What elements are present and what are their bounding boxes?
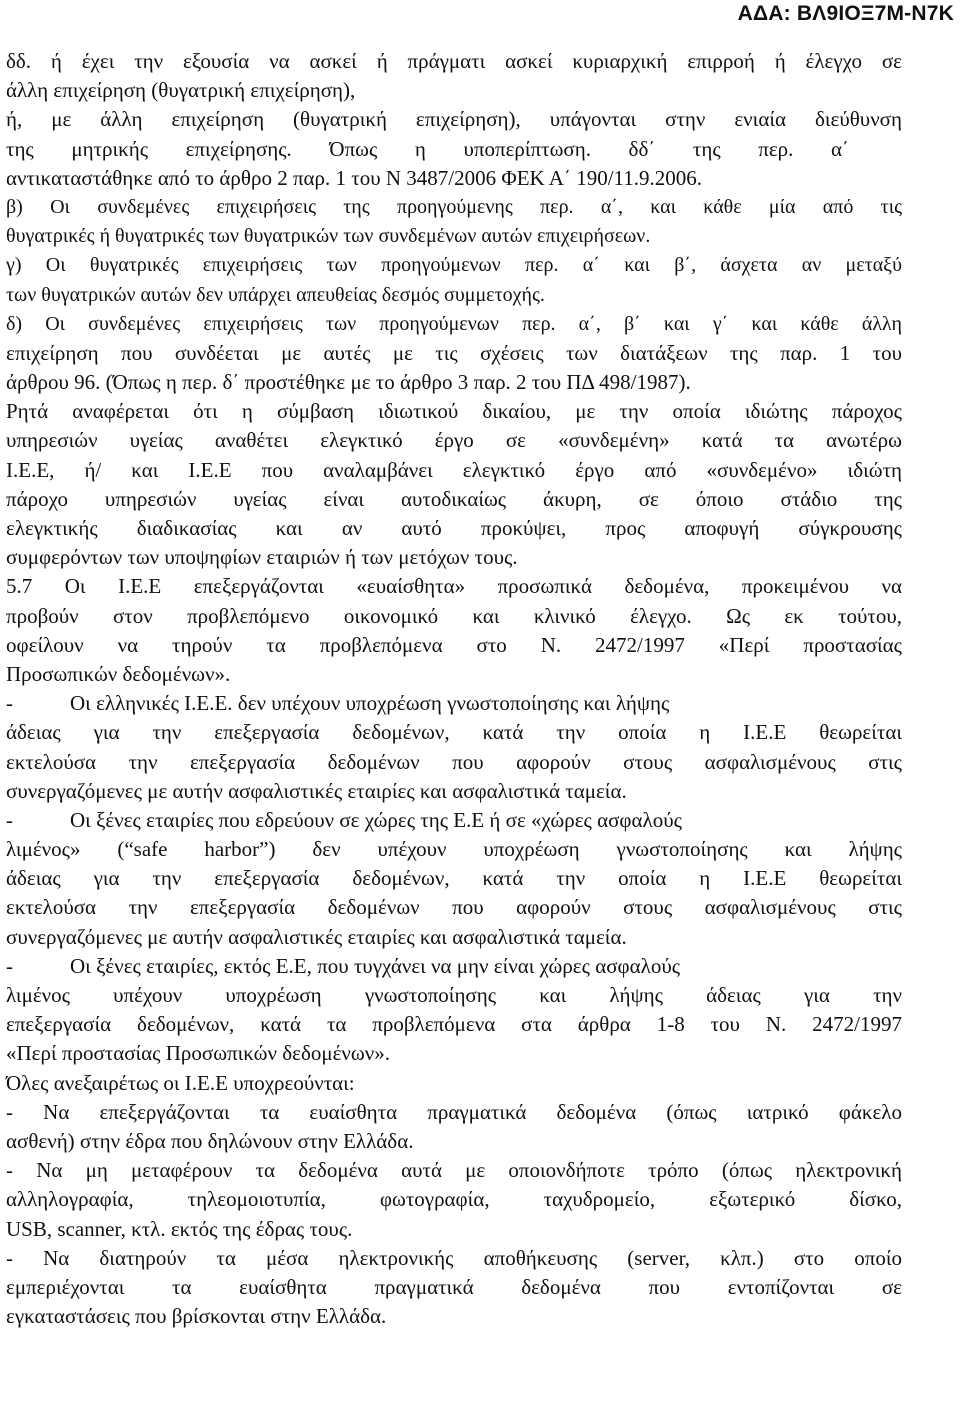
text-line: «Περί προστασίας Προσωπικών δεδομένων». (6, 1041, 390, 1066)
text-line: άδειας για την επεξεργασία δεδομένων, κατά την οποία η Ι.Ε.Ε θεωρείται (6, 720, 902, 745)
text-line: δδ. ή έχει την εξουσία να ασκεί ή πράγματι ασκεί κυριαρχική επιρροή ή έλεγχο σε (6, 49, 902, 73)
text-line: προβούν στον προβλεπόμενο οικονομικό και κλινικό έλεγχο. Ως εκ τούτου, (6, 603, 902, 628)
dash-marker: - (6, 807, 13, 832)
bullet-item (6, 689, 902, 718)
text-line: συνεργαζόμενες με αυτήν ασφαλιστικές εταιρίες και ασφαλιστικά ταμεία. (6, 924, 627, 949)
bullet-text: Οι ξένες εταιρίες, εκτός Ε.Ε, που τυγχάνει να μην είναι χώρες ασφαλούς (70, 953, 681, 978)
text-line: εκτελούσα την επεξεργασία δεδομένων που αφορούν στους ασφαλισμένους στις (6, 749, 902, 774)
text-line: επεξεργασία δεδομένων, κατά τα προβλεπόμενα στα άρθρα 1-8 του Ν. 2472/1997 (6, 1012, 902, 1037)
text-line: - Να μη μεταφέρουν τα δεδομένα αυτά με οποιονδήποτε τρόπο (όπως ηλεκτρονική (6, 1158, 902, 1183)
text-line: ή, με άλλη επιχείρηση (θυγατρική επιχείρηση), υπάγονται στην ενιαία διεύθυνση (6, 107, 902, 132)
bullet-text: Οι ξένες εταιρίες που εδρεύουν σε χώρες της Ε.Ε ή σε «χώρες ασφαλούς (70, 807, 682, 832)
text-line: εγκαταστάσεις που βρίσκονται στην Ελλάδα. (6, 1304, 387, 1329)
text-line: USB, scanner, κτλ. εκτός της έδρας τους. (6, 1216, 353, 1241)
text-line: β) Οι συνδεμένες επιχειρήσεις της προηγούμενης περ. α΄, και κάθε μία από τις (6, 195, 902, 218)
dash-marker: - (6, 691, 13, 716)
bullet-item (6, 952, 902, 981)
text-line: άλλη επιχείρηση (θυγατρική επιχείρηση), (6, 78, 356, 103)
text-line: υπηρεσιών υγείας αναθέτει ελεγκτικό έργο σε «συνδεμένη» κατά τα ανωτέρω (6, 428, 902, 453)
text-line: άρθρου 96. (Όπως η περ. δ΄ προστέθηκε με το άρθρο 3 παρ. 2 του ΠΔ 498/1987). (6, 370, 691, 395)
text-line: της μητρικής επιχείρησης. Όπως η υποπερίπτωση. δδ΄ της περ. α΄ (6, 136, 849, 161)
text-line: οφείλουν να τηρούν τα προβλεπόμενα στο Ν. 2472/1997 «Περί προστασίας (6, 632, 902, 657)
text-line: εμπεριέχονται τα ευαίσθητα πραγματικά δεδομένα που εντοπίζονται σε (6, 1274, 902, 1299)
text-line: των θυγατρικών αυτών δεν υπάρχει απευθείας δεσμός συμμετοχής. (6, 283, 545, 306)
text-line: 5.7 Οι Ι.Ε.Ε επεξεργάζονται «ευαίσθητα» προσωπικά δεδομένα, προκειμένου να (6, 574, 902, 599)
text-line: λιμένος υπέχουν υποχρέωση γνωστοποίησης και λήψης άδειας για την (6, 983, 902, 1007)
text-line: επιχείρηση που συνδέεται με αυτές με τις σχέσεις των διατάξεων της παρ. 1 του (6, 340, 902, 365)
text-line: πάροχο υπηρεσιών υγείας είναι αυτοδικαίως άκυρη, σε όποιο στάδιο της (6, 486, 902, 511)
text-line: ελεγκτικής διαδικασίας και αν αυτό προκύψει, προς αποφυγή σύγκρουσης (6, 516, 902, 540)
bullet-item (6, 806, 902, 835)
ada-code: ΑΔΑ: ΒΛ9ΙΟΞ7Μ-Ν7Κ (737, 2, 954, 25)
text-line: Ρητά αναφέρεται ότι η σύμβαση ιδιωτικού δικαίου, με την οποία ιδιώτης πάροχος (6, 399, 902, 424)
text-line: συνεργαζόμενες με αυτήν ασφαλιστικές εταιρίες και ασφαλιστικά ταμεία. (6, 778, 627, 803)
text-line: λιμένος» (“safe harbor”) δεν υπέχουν υποχρέωση γνωστοποίησης και λήψης (6, 837, 902, 862)
text-line: - Να διατηρούν τα μέσα ηλεκτρονικής αποθήκευσης (server, κλπ.) στο οποίο (6, 1245, 902, 1270)
text-line: Προσωπικών δεδομένων». (6, 661, 231, 686)
text-line: συμφερόντων των υποψηφίων εταιριών ή των μετόχων τους. (6, 545, 518, 570)
text-line: άδειας για την επεξεργασία δεδομένων, κατά την οποία η Ι.Ε.Ε θεωρείται (6, 866, 902, 891)
text-line: γ) Οι θυγατρικές επιχειρήσεις των προηγούμενων περ. α΄ και β΄, άσχετα αν μεταξύ (6, 254, 902, 277)
text-line: αντικαταστάθηκε από το άρθρο 2 παρ. 1 του Ν 3487/2006 ΦΕΚ Α΄ 190/11.9.2006. (6, 165, 703, 190)
text-line: Ι.Ε.Ε, ή/ και Ι.Ε.Ε που αναλαμβάνει ελεγκτικό έργο από «συνδεμένο» ιδιώτη (6, 457, 902, 482)
document-body (6, 47, 902, 1331)
text-line: Όλες ανεξαιρέτως οι Ι.Ε.Ε υποχρεούνται: (6, 1070, 355, 1095)
bullet-text: Οι ελληνικές Ι.Ε.Ε. δεν υπέχουν υποχρέωση γνωστοποίησης και λήψης (70, 691, 670, 716)
dash-marker: - (6, 953, 13, 978)
text-line: - Να επεξεργάζονται τα ευαίσθητα πραγματικά δεδομένα (όπως ιατρικό φάκελο (6, 1099, 902, 1124)
text-line: θυγατρικές ή θυγατρικές των θυγατρικών των συνδεμένων αυτών επιχειρήσεων. (6, 225, 651, 248)
text-line: αλληλογραφία, τηλεομοιοτυπία, φωτογραφία, ταχυδρομείο, εξωτερικό δίσκο, (6, 1187, 902, 1212)
text-line: εκτελούσα την επεξεργασία δεδομένων που αφορούν στους ασφαλισμένους στις (6, 895, 902, 920)
text-line: δ) Οι συνδεμένες επιχειρήσεις των προηγούμενων περ. α΄, β΄ και γ΄ και κάθε άλλη (6, 312, 902, 335)
text-line: ασθενή) στην έδρα που δηλώνουν στην Ελλάδα. (6, 1128, 414, 1153)
